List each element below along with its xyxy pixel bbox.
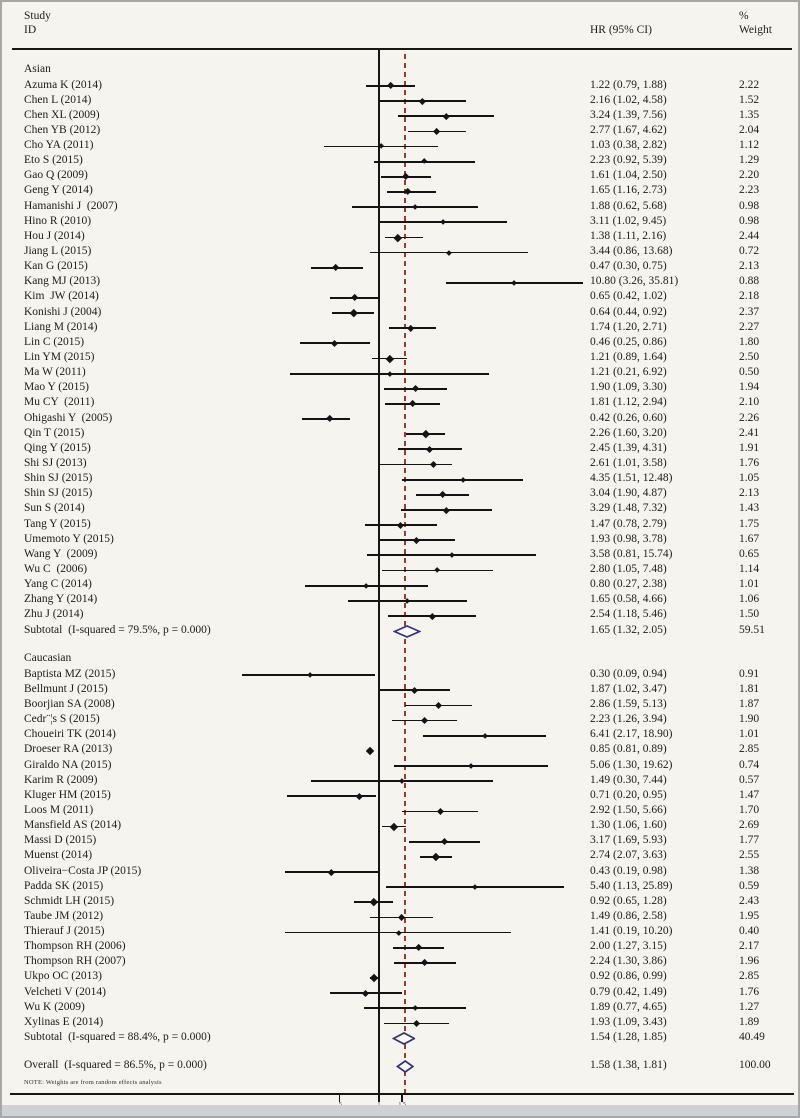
effect-marker <box>438 491 446 499</box>
study-label: Velcheti V (2014) <box>24 985 106 998</box>
hr-ci-value: 1.41 (0.19, 10.20) <box>590 925 673 938</box>
weight-value: 1.12 <box>739 139 760 152</box>
weight-value: 1.94 <box>739 381 760 394</box>
study-label: Hamanishi J (2007) <box>24 199 118 212</box>
study-label: Geng Y (2014) <box>24 184 93 197</box>
study-label: Ma W (2011) <box>24 366 86 379</box>
effect-marker <box>443 113 449 119</box>
weight-value: 0.65 <box>739 547 760 560</box>
hr-ci-value: 1.93 (0.98, 3.78) <box>590 532 667 545</box>
effect-marker <box>436 808 443 815</box>
effect-marker <box>443 507 450 514</box>
weight-value: 0.91 <box>739 667 760 680</box>
hr-ci-value: 1.49 (0.30, 7.44) <box>590 773 667 786</box>
effect-marker <box>421 717 428 724</box>
hr-ci-value: 1.58 (1.38, 1.81) <box>590 1059 667 1072</box>
study-label: Jiang L (2015) <box>24 245 92 258</box>
study-label: Choueiri TK (2014) <box>24 728 116 741</box>
effect-marker <box>468 763 474 769</box>
study-label: Tang Y (2015) <box>24 517 91 530</box>
weight-value: 2.85 <box>739 743 760 756</box>
study-label: Bellmunt J (2015) <box>24 682 108 695</box>
weight-value: 1.96 <box>739 955 760 968</box>
study-label: Shi SJ (2013) <box>24 457 87 469</box>
study-label: Zhu J (2014) <box>24 608 84 621</box>
hr-ci-value: 1.54 (1.28, 1.85) <box>590 1031 667 1044</box>
weight-value: 2.27 <box>739 320 760 333</box>
weight-value: 1.81 <box>739 682 760 695</box>
effect-marker <box>435 702 442 709</box>
hr-ci-value: 3.58 (0.81, 15.74) <box>590 547 673 560</box>
hr-ci-value: 1.21 (0.21, 6.92) <box>590 366 667 379</box>
study-label: Wu C (2006) <box>24 562 88 575</box>
hr-ci-value: 1.65 (1.16, 2.73) <box>590 184 667 197</box>
hr-ci-value: 3.24 (1.39, 7.56) <box>590 108 667 121</box>
effect-marker <box>411 687 418 694</box>
hr-ci-value: 2.86 (1.59, 5.13) <box>590 697 667 710</box>
hr-ci-value: 1.81 (1.12, 2.94) <box>590 396 667 409</box>
effect-marker <box>482 733 488 739</box>
weight-value: 0.40 <box>739 925 760 938</box>
weight-value: 2.22 <box>739 78 760 91</box>
study-label: Hou J (2014) <box>24 229 85 242</box>
weight-value: 1.27 <box>739 1000 760 1013</box>
effect-marker <box>421 430 429 438</box>
x-axis-tick <box>339 1095 341 1102</box>
subtotal-diamond <box>393 625 421 638</box>
hr-ci-value: 1.03 (0.38, 2.82) <box>590 139 667 152</box>
study-label: Giraldo NA (2015) <box>24 758 112 771</box>
effect-marker <box>362 990 369 997</box>
study-label: Kang MJ (2013) <box>24 275 101 288</box>
effect-marker <box>328 869 334 875</box>
hr-ci-value: 4.35 (1.51, 12.48) <box>590 472 673 485</box>
study-label: Konishi J (2004) <box>24 305 102 318</box>
effect-marker <box>386 82 394 90</box>
study-label: Taube JM (2012) <box>24 909 104 922</box>
effect-marker <box>332 264 340 272</box>
study-label: Sun S (2014) <box>24 502 85 515</box>
hr-ci-value: 1.65 (1.32, 2.05) <box>590 623 667 636</box>
hr-ci-value: 0.46 (0.25, 0.86) <box>590 335 667 348</box>
effect-marker <box>412 385 419 392</box>
weight-value: 2.69 <box>739 819 760 832</box>
effect-marker <box>308 672 314 678</box>
hr-ci-value: 0.92 (0.65, 1.28) <box>590 894 667 907</box>
weight-value: 2.43 <box>739 894 760 907</box>
group-label: Caucasian <box>24 651 72 664</box>
hr-ci-value: 1.61 (1.04, 2.50) <box>590 169 667 182</box>
hr-ci-value: 10.80 (3.26, 35.81) <box>590 275 679 288</box>
overall-estimate-dashed-line <box>404 54 406 1093</box>
weight-value: 2.04 <box>739 123 760 136</box>
x-axis-tick <box>378 1095 380 1102</box>
hr-ci-value: 2.45 (1.39, 4.31) <box>590 441 667 454</box>
subtotal-diamond <box>392 1032 416 1045</box>
weight-value: 1.29 <box>739 154 760 167</box>
hr-ci-value: 2.77 (1.67, 4.62) <box>590 123 667 136</box>
hr-ci-value: 0.65 (0.42, 1.02) <box>590 290 667 303</box>
hr-ci-value: 6.41 (2.17, 18.90) <box>590 728 673 741</box>
study-label: Azuma K (2014) <box>24 78 102 91</box>
study-label: Kluger HM (2015) <box>24 788 111 801</box>
effect-marker <box>412 204 418 210</box>
weight-value: 1.75 <box>739 517 760 530</box>
weight-value: 1.06 <box>739 593 760 606</box>
group-label: Asian <box>24 62 51 75</box>
hr-ci-value: 0.71 (0.20, 0.95) <box>590 788 667 801</box>
weight-value: 1.35 <box>739 108 760 121</box>
effect-marker <box>351 294 359 302</box>
weight-value: 1.76 <box>739 457 760 469</box>
col-header-weight: Weight <box>739 24 772 36</box>
study-label: Oliveira−Costa JP (2015) <box>24 864 142 877</box>
hr-ci-value: 1.74 (1.20, 2.71) <box>590 320 667 333</box>
study-label: Kan G (2015) <box>24 260 88 273</box>
study-label: Ohigashi Y (2005) <box>24 411 113 424</box>
hr-ci-value: 2.80 (1.05, 7.48) <box>590 562 667 575</box>
hr-ci-value: 2.92 (1.50, 5.66) <box>590 803 667 816</box>
effect-marker <box>432 853 440 861</box>
effect-marker <box>419 98 426 105</box>
hr-ci-value: 5.40 (1.13, 25.89) <box>590 879 673 892</box>
hr-ci-value: 3.44 (0.86, 13.68) <box>590 245 673 258</box>
weight-value: 1.52 <box>739 93 760 106</box>
weight-value: 2.10 <box>739 396 760 409</box>
weight-value: 0.98 <box>739 214 760 227</box>
study-label: Zhang Y (2014) <box>24 593 98 606</box>
weight-value: 1.80 <box>739 335 760 348</box>
study-label: Karim R (2009) <box>24 773 98 786</box>
col-header-study: Study <box>24 10 51 22</box>
plot-rows <box>2 2 800 1118</box>
hr-ci-value: 3.11 (1.02, 9.45) <box>590 214 667 227</box>
study-label: Qin T (2015) <box>24 426 85 439</box>
weight-value: 1.89 <box>739 1015 760 1028</box>
effect-marker <box>331 340 338 347</box>
weight-value: 1.95 <box>739 909 760 922</box>
weight-value: 1.38 <box>739 864 760 877</box>
study-label: Mansfield AS (2014) <box>24 819 122 832</box>
col-header-percent: % <box>739 10 749 22</box>
study-label: Schmidt LH (2015) <box>24 894 115 907</box>
hr-ci-value: 1.90 (1.09, 3.30) <box>590 381 667 394</box>
weight-value: 2.55 <box>739 849 760 862</box>
page-edge-band <box>2 1105 798 1116</box>
effect-marker <box>356 793 363 800</box>
weight-value: 1.43 <box>739 502 760 515</box>
weight-value: 1.87 <box>739 697 760 710</box>
hr-ci-value: 1.38 (1.11, 2.16) <box>590 229 667 242</box>
effect-marker <box>413 1020 420 1027</box>
study-label: Lin C (2015) <box>24 335 85 348</box>
study-label: Boorjian SA (2008) <box>24 697 115 710</box>
effect-marker <box>449 553 454 558</box>
study-label: Muenst (2014) <box>24 849 93 862</box>
weight-value: 1.91 <box>739 441 760 454</box>
hr-ci-value: 0.30 (0.09, 0.94) <box>590 667 667 680</box>
weight-value: 1.90 <box>739 713 760 726</box>
hr-ci-value: 5.06 (1.30, 19.62) <box>590 758 673 771</box>
weight-value: 1.47 <box>739 788 760 801</box>
study-label: Wang Y (2009) <box>24 547 98 560</box>
effect-marker <box>363 583 369 589</box>
weight-value: 0.57 <box>739 773 760 786</box>
subtotal-label: Subtotal (I-squared = 88.4%, p = 0.000) <box>24 1031 211 1044</box>
weight-value: 1.05 <box>739 472 760 485</box>
hr-ci-value: 0.43 (0.19, 0.98) <box>590 864 667 877</box>
analysis-note: NOTE: Weights are from random effects analysis <box>24 1079 162 1086</box>
study-label: Ukpo OC (2013) <box>24 970 102 983</box>
hr-ci-value: 0.79 (0.42, 1.49) <box>590 985 667 998</box>
hr-ci-value: 2.23 (0.92, 5.39) <box>590 154 667 167</box>
study-label: Shin SJ (2015) <box>24 472 93 485</box>
hr-ci-value: 1.88 (0.62, 5.68) <box>590 199 667 212</box>
weight-value: 0.72 <box>739 245 760 258</box>
col-header-hr-ci: HR (95% CI) <box>590 24 652 36</box>
study-label: Yang C (2014) <box>24 578 92 591</box>
weight-value: 0.74 <box>739 758 760 771</box>
hr-ci-value: 2.00 (1.27, 3.15) <box>590 940 667 953</box>
hr-ci-value: 0.80 (0.27, 2.38) <box>590 578 667 591</box>
study-label: Chen L (2014) <box>24 93 92 106</box>
effect-marker <box>447 250 453 256</box>
weight-value: 1.14 <box>739 562 760 575</box>
study-label: Hino R (2010) <box>24 214 92 227</box>
weight-value: 2.50 <box>739 351 760 364</box>
hr-ci-value: 0.92 (0.86, 0.99) <box>590 970 667 983</box>
hr-ci-value: 0.85 (0.81, 0.89) <box>590 743 667 756</box>
effect-marker <box>390 822 398 830</box>
overall-label: Overall (I-squared = 86.5%, p = 0.000) <box>24 1059 207 1072</box>
study-label: Cho YA (2011) <box>24 139 94 152</box>
weight-value: 0.59 <box>739 879 760 892</box>
weight-value: 1.77 <box>739 834 760 847</box>
study-label: Cedr¨¦s S (2015) <box>24 713 100 726</box>
effect-marker <box>415 944 423 952</box>
hr-ci-value: 1.93 (1.09, 3.43) <box>590 1015 667 1028</box>
effect-marker <box>429 613 436 620</box>
ci-line <box>385 237 423 239</box>
study-label: Chen YB (2012) <box>24 123 101 136</box>
study-label: Mao Y (2015) <box>24 381 89 394</box>
effect-marker <box>460 477 466 483</box>
overall-diamond <box>396 1060 414 1073</box>
study-label: Thierauf J (2015) <box>24 925 105 938</box>
hr-ci-value: 1.30 (1.06, 1.60) <box>590 819 667 832</box>
weight-value: 0.98 <box>739 199 760 212</box>
hr-ci-value: 1.47 (0.78, 2.79) <box>590 517 667 530</box>
effect-marker <box>413 537 420 544</box>
hr-ci-value: 0.42 (0.26, 0.60) <box>590 411 667 424</box>
effect-marker <box>393 233 401 241</box>
hr-ci-value: 2.24 (1.30, 3.86) <box>590 955 667 968</box>
study-label: Lin YM (2015) <box>24 351 95 364</box>
weight-value: 0.88 <box>739 275 760 288</box>
subtotal-label: Subtotal (I-squared = 79.5%, p = 0.000) <box>24 623 211 636</box>
study-label: Liang M (2014) <box>24 320 98 333</box>
hr-ci-value: 2.61 (1.01, 3.58) <box>590 457 667 469</box>
weight-value: 2.26 <box>739 411 760 424</box>
effect-marker <box>409 400 416 407</box>
weight-value: 2.20 <box>739 169 760 182</box>
study-label: Thompson RH (2007) <box>24 955 126 968</box>
hr-ci-value: 1.89 (0.77, 4.65) <box>590 1000 667 1013</box>
study-label: Xylinas E (2014) <box>24 1015 104 1028</box>
weight-value: 2.23 <box>739 184 760 197</box>
study-label: Eto S (2015) <box>24 154 83 167</box>
study-label: Chen XL (2009) <box>24 108 100 121</box>
study-label: Loos M (2011) <box>24 803 94 816</box>
effect-marker <box>426 446 433 453</box>
study-label: Mu CY (2011) <box>24 396 95 409</box>
effect-marker <box>407 324 415 332</box>
study-label: Wu K (2009) <box>24 1000 85 1013</box>
effect-marker <box>472 884 477 889</box>
hr-ci-value: 1.21 (0.89, 1.64) <box>590 351 667 364</box>
weight-value: 40.49 <box>739 1031 765 1044</box>
effect-marker <box>421 959 428 966</box>
weight-value: 2.41 <box>739 426 760 439</box>
hr-ci-value: 0.47 (0.30, 0.75) <box>590 260 667 273</box>
effect-marker <box>421 159 427 165</box>
study-label: Kim JW (2014) <box>24 290 99 303</box>
study-label: Baptista MZ (2015) <box>24 667 116 680</box>
hr-ci-value: 2.54 (1.18, 5.46) <box>590 608 667 621</box>
weight-value: 2.85 <box>739 970 760 983</box>
x-axis-tick <box>401 1095 403 1102</box>
ci-line <box>380 464 452 466</box>
hr-ci-value: 2.26 (1.60, 3.20) <box>590 426 667 439</box>
weight-value: 0.50 <box>739 366 760 379</box>
effect-marker <box>386 354 394 362</box>
hr-ci-value: 1.49 (0.86, 2.58) <box>590 909 667 922</box>
effect-marker <box>412 1005 418 1011</box>
effect-marker <box>396 930 401 935</box>
col-header-study-id: ID <box>24 24 37 36</box>
study-label: Shin SJ (2015) <box>24 487 93 500</box>
study-label: Thompson RH (2006) <box>24 940 126 953</box>
effect-marker <box>433 128 440 135</box>
weight-value: 1.67 <box>739 532 760 545</box>
weight-value: 2.13 <box>739 487 760 500</box>
study-label: Qing Y (2015) <box>24 441 91 454</box>
study-label: Umemoto Y (2015) <box>24 532 114 545</box>
study-label: Gao Q (2009) <box>24 169 88 182</box>
weight-value: 1.50 <box>739 608 760 621</box>
effect-marker <box>326 415 334 423</box>
weight-value: 1.01 <box>739 728 760 741</box>
weight-value: 1.70 <box>739 803 760 816</box>
hr-ci-value: 2.23 (1.26, 3.94) <box>590 713 667 726</box>
effect-marker <box>350 309 358 317</box>
hr-ci-value: 2.16 (1.02, 4.58) <box>590 93 667 106</box>
effect-marker <box>441 219 447 225</box>
effect-marker <box>511 280 517 286</box>
hr-ci-value: 3.04 (1.90, 4.87) <box>590 487 667 500</box>
effect-marker <box>430 461 437 468</box>
weight-value: 100.00 <box>739 1059 771 1072</box>
effect-marker <box>435 567 441 573</box>
study-label: Massi D (2015) <box>24 834 97 847</box>
effect-marker <box>365 747 374 756</box>
effect-marker <box>441 838 448 845</box>
weight-value: 2.17 <box>739 940 760 953</box>
weight-value: 2.13 <box>739 260 760 273</box>
study-label: Padda SK (2015) <box>24 879 104 892</box>
hr-ci-value: 1.65 (0.58, 4.66) <box>590 593 667 606</box>
hr-ci-value: 3.17 (1.69, 5.93) <box>590 834 667 847</box>
weight-value: 1.01 <box>739 578 760 591</box>
study-label: Droeser RA (2013) <box>24 743 113 756</box>
hr-ci-value: 1.22 (0.79, 1.88) <box>590 78 667 91</box>
weight-value: 2.44 <box>739 229 760 242</box>
hr-ci-value: 0.64 (0.44, 0.92) <box>590 305 667 318</box>
effect-marker <box>404 598 410 604</box>
weight-value: 2.18 <box>739 290 760 303</box>
weight-value: 59.51 <box>739 623 765 636</box>
hr-ci-value: 2.74 (2.07, 3.63) <box>590 849 667 862</box>
weight-value: 1.76 <box>739 985 760 998</box>
weight-value: 2.37 <box>739 305 760 318</box>
hr-ci-value: 3.29 (1.48, 7.32) <box>590 502 667 515</box>
hr-ci-value: 1.87 (1.02, 3.47) <box>590 682 667 695</box>
